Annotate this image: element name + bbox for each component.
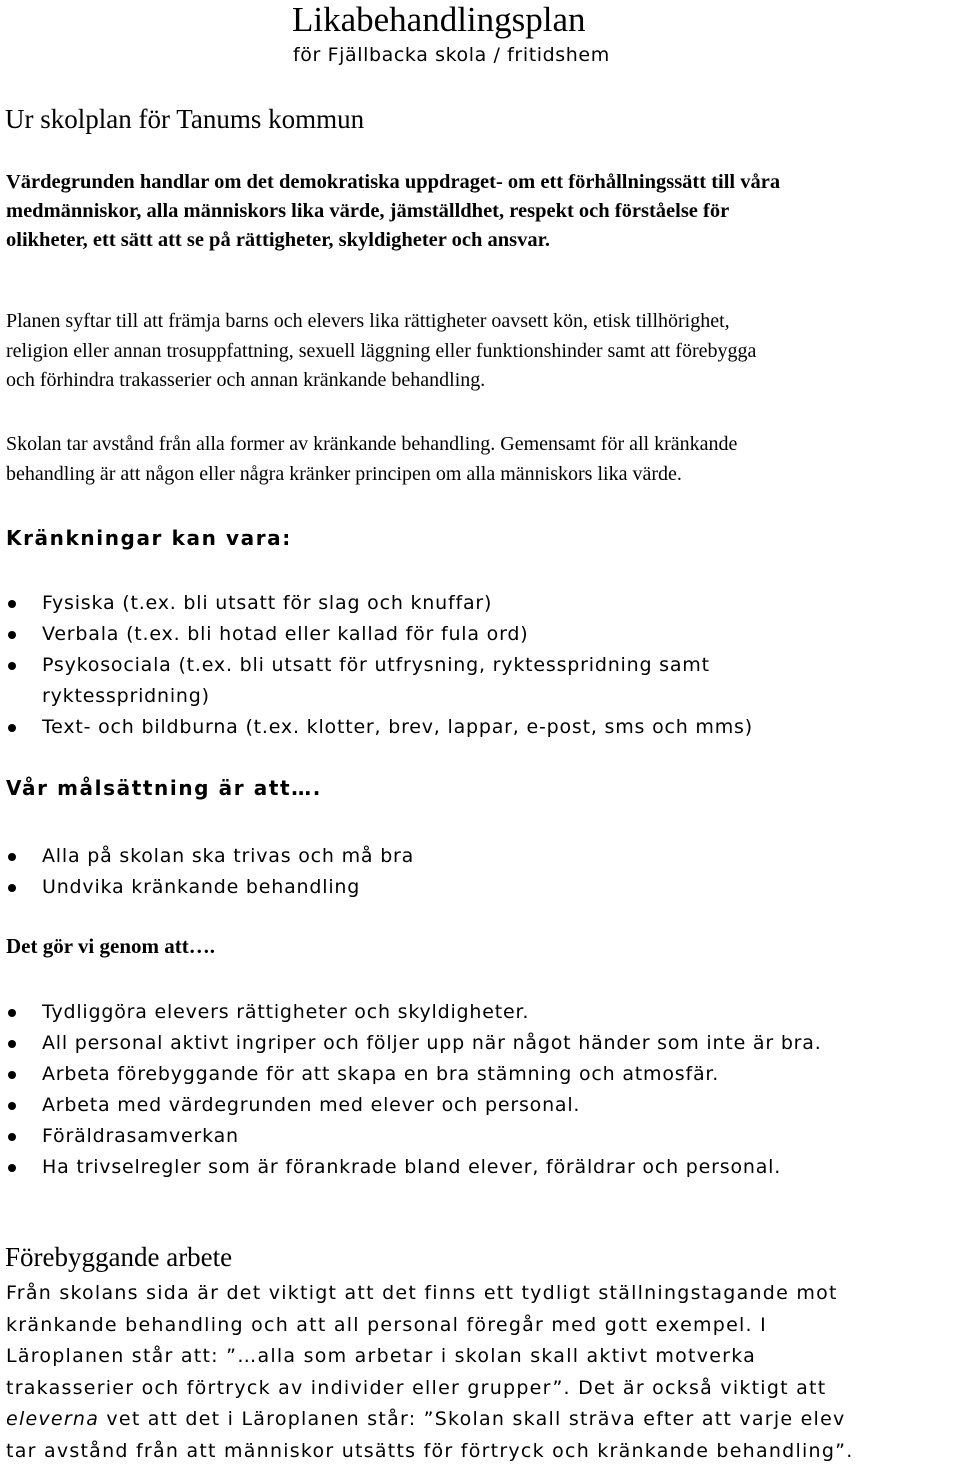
list-item-text: Ha trivselregler som är förankrade bland elever, föräldrar och personal. [42,1156,781,1178]
malsattning-list [0,841,414,903]
paragraph-line-rest: vet att det i Läroplanen står: ”Skolan skall sträva efter att varje elev [99,1408,845,1430]
list-item [0,650,753,681]
krankningar-list [0,588,753,743]
values-line: medmänniskor, alla människors lika värde, jämställdhet, respekt och förståelse för [6,197,960,226]
list-item [0,712,753,743]
list-item-text: ryktesspridning) [42,685,210,707]
bullet-icon [8,1071,16,1079]
purpose-line: religion eller annan trosuppfattning, sexuell läggning eller funktionshinder samt att förebygga [6,337,960,367]
paragraph-line: tar avstånd från att människor utsätts för förtryck och kränkande behandling”. [6,1436,854,1467]
list-item-continuation [0,681,753,712]
bullet-icon [8,853,16,861]
list-item [0,1090,822,1121]
emphasized-word: eleverna [6,1408,99,1430]
malsattning-heading: Vår målsättning är att…. [6,776,322,800]
bullet-icon [8,1040,16,1048]
values-paragraph [6,168,960,255]
bullet-icon [8,884,16,892]
list-item [0,1059,822,1090]
list-item-text: Föräldrasamverkan [42,1125,239,1147]
bullet-icon [8,1164,16,1172]
values-line: olikheter, ett sätt att se på rättigheter, skyldigheter och ansvar. [6,226,960,255]
distance-paragraph [6,430,960,489]
genom-heading: Det gör vi genom att…. [6,934,215,959]
bullet-icon [8,1009,16,1017]
bullet-icon [8,631,16,639]
bullet-icon [8,1133,16,1141]
document-title: Likabehandlingsplan [292,0,586,40]
paragraph-line: trakasserier och förtryck av individer eller grupper”. Det är också viktigt att [6,1373,854,1405]
list-item [0,1028,822,1059]
list-item-text: Alla på skolan ska trivas och må bra [42,845,414,867]
list-item [0,619,753,650]
paragraph-line: Läroplanen står att: ”…alla som arbetar i skolan skall aktivt motverka [6,1341,854,1373]
list-item-text: Psykosociala (t.ex. bli utsatt för utfrysning, ryktesspridning samt [42,654,710,676]
purpose-line: Planen syftar till att främja barns och elevers lika rättigheter oavsett kön, etisk tillhörighet, [6,307,960,337]
purpose-line: och förhindra trakasserier och annan kränkande behandling. [6,366,960,396]
document-subtitle: för Fjällbacka skola / fritidshem [293,44,610,66]
list-item [0,872,414,903]
genom-list [0,997,822,1183]
purpose-paragraph [6,307,960,396]
bullet-icon [8,1102,16,1110]
krankningar-heading: Kränkningar kan vara: [6,526,292,550]
list-item-text: Verbala (t.ex. bli hotad eller kallad för fula ord) [42,623,528,645]
list-item [0,997,822,1028]
list-item-text: Text- och bildburna (t.ex. klotter, brev, lappar, e-post, sms och mms) [42,716,753,738]
list-item-text: Arbeta förebyggande för att skapa en bra stämning och atmosfär. [42,1063,719,1085]
paragraph-line [6,1404,854,1436]
forebyggande-heading: Förebyggande arbete [5,1242,232,1273]
school-plan-heading: Ur skolplan för Tanums kommun [5,104,364,135]
list-item [0,841,414,872]
list-item-text: Fysiska (t.ex. bli utsatt för slag och knuffar) [42,592,492,614]
list-item-text: All personal aktivt ingriper och följer upp när något händer som inte är bra. [42,1032,822,1054]
distance-line: behandling är att någon eller några kränker principen om alla människors lika värde. [6,460,960,490]
paragraph-line: Från skolans sida är det viktigt att det finns ett tydligt ställningstagande mot [6,1278,854,1310]
list-item [0,588,753,619]
list-item-text: Undvika kränkande behandling [42,876,360,898]
list-item-text: Arbeta med värdegrunden med elever och personal. [42,1094,580,1116]
forebyggande-paragraph [6,1278,854,1467]
bullet-icon [8,600,16,608]
bullet-icon [8,662,16,670]
list-item-text: Tydliggöra elevers rättigheter och skyldigheter. [42,1001,529,1023]
list-item [0,1121,822,1152]
values-line: Värdegrunden handlar om det demokratiska uppdraget- om ett förhållningssätt till våra [6,168,960,197]
list-item [0,1152,822,1183]
paragraph-line: kränkande behandling och att all personal föregår med gott exempel. I [6,1310,854,1342]
bullet-icon [8,724,16,732]
distance-line: Skolan tar avstånd från alla former av kränkande behandling. Gemensamt för all kränkande [6,430,960,460]
